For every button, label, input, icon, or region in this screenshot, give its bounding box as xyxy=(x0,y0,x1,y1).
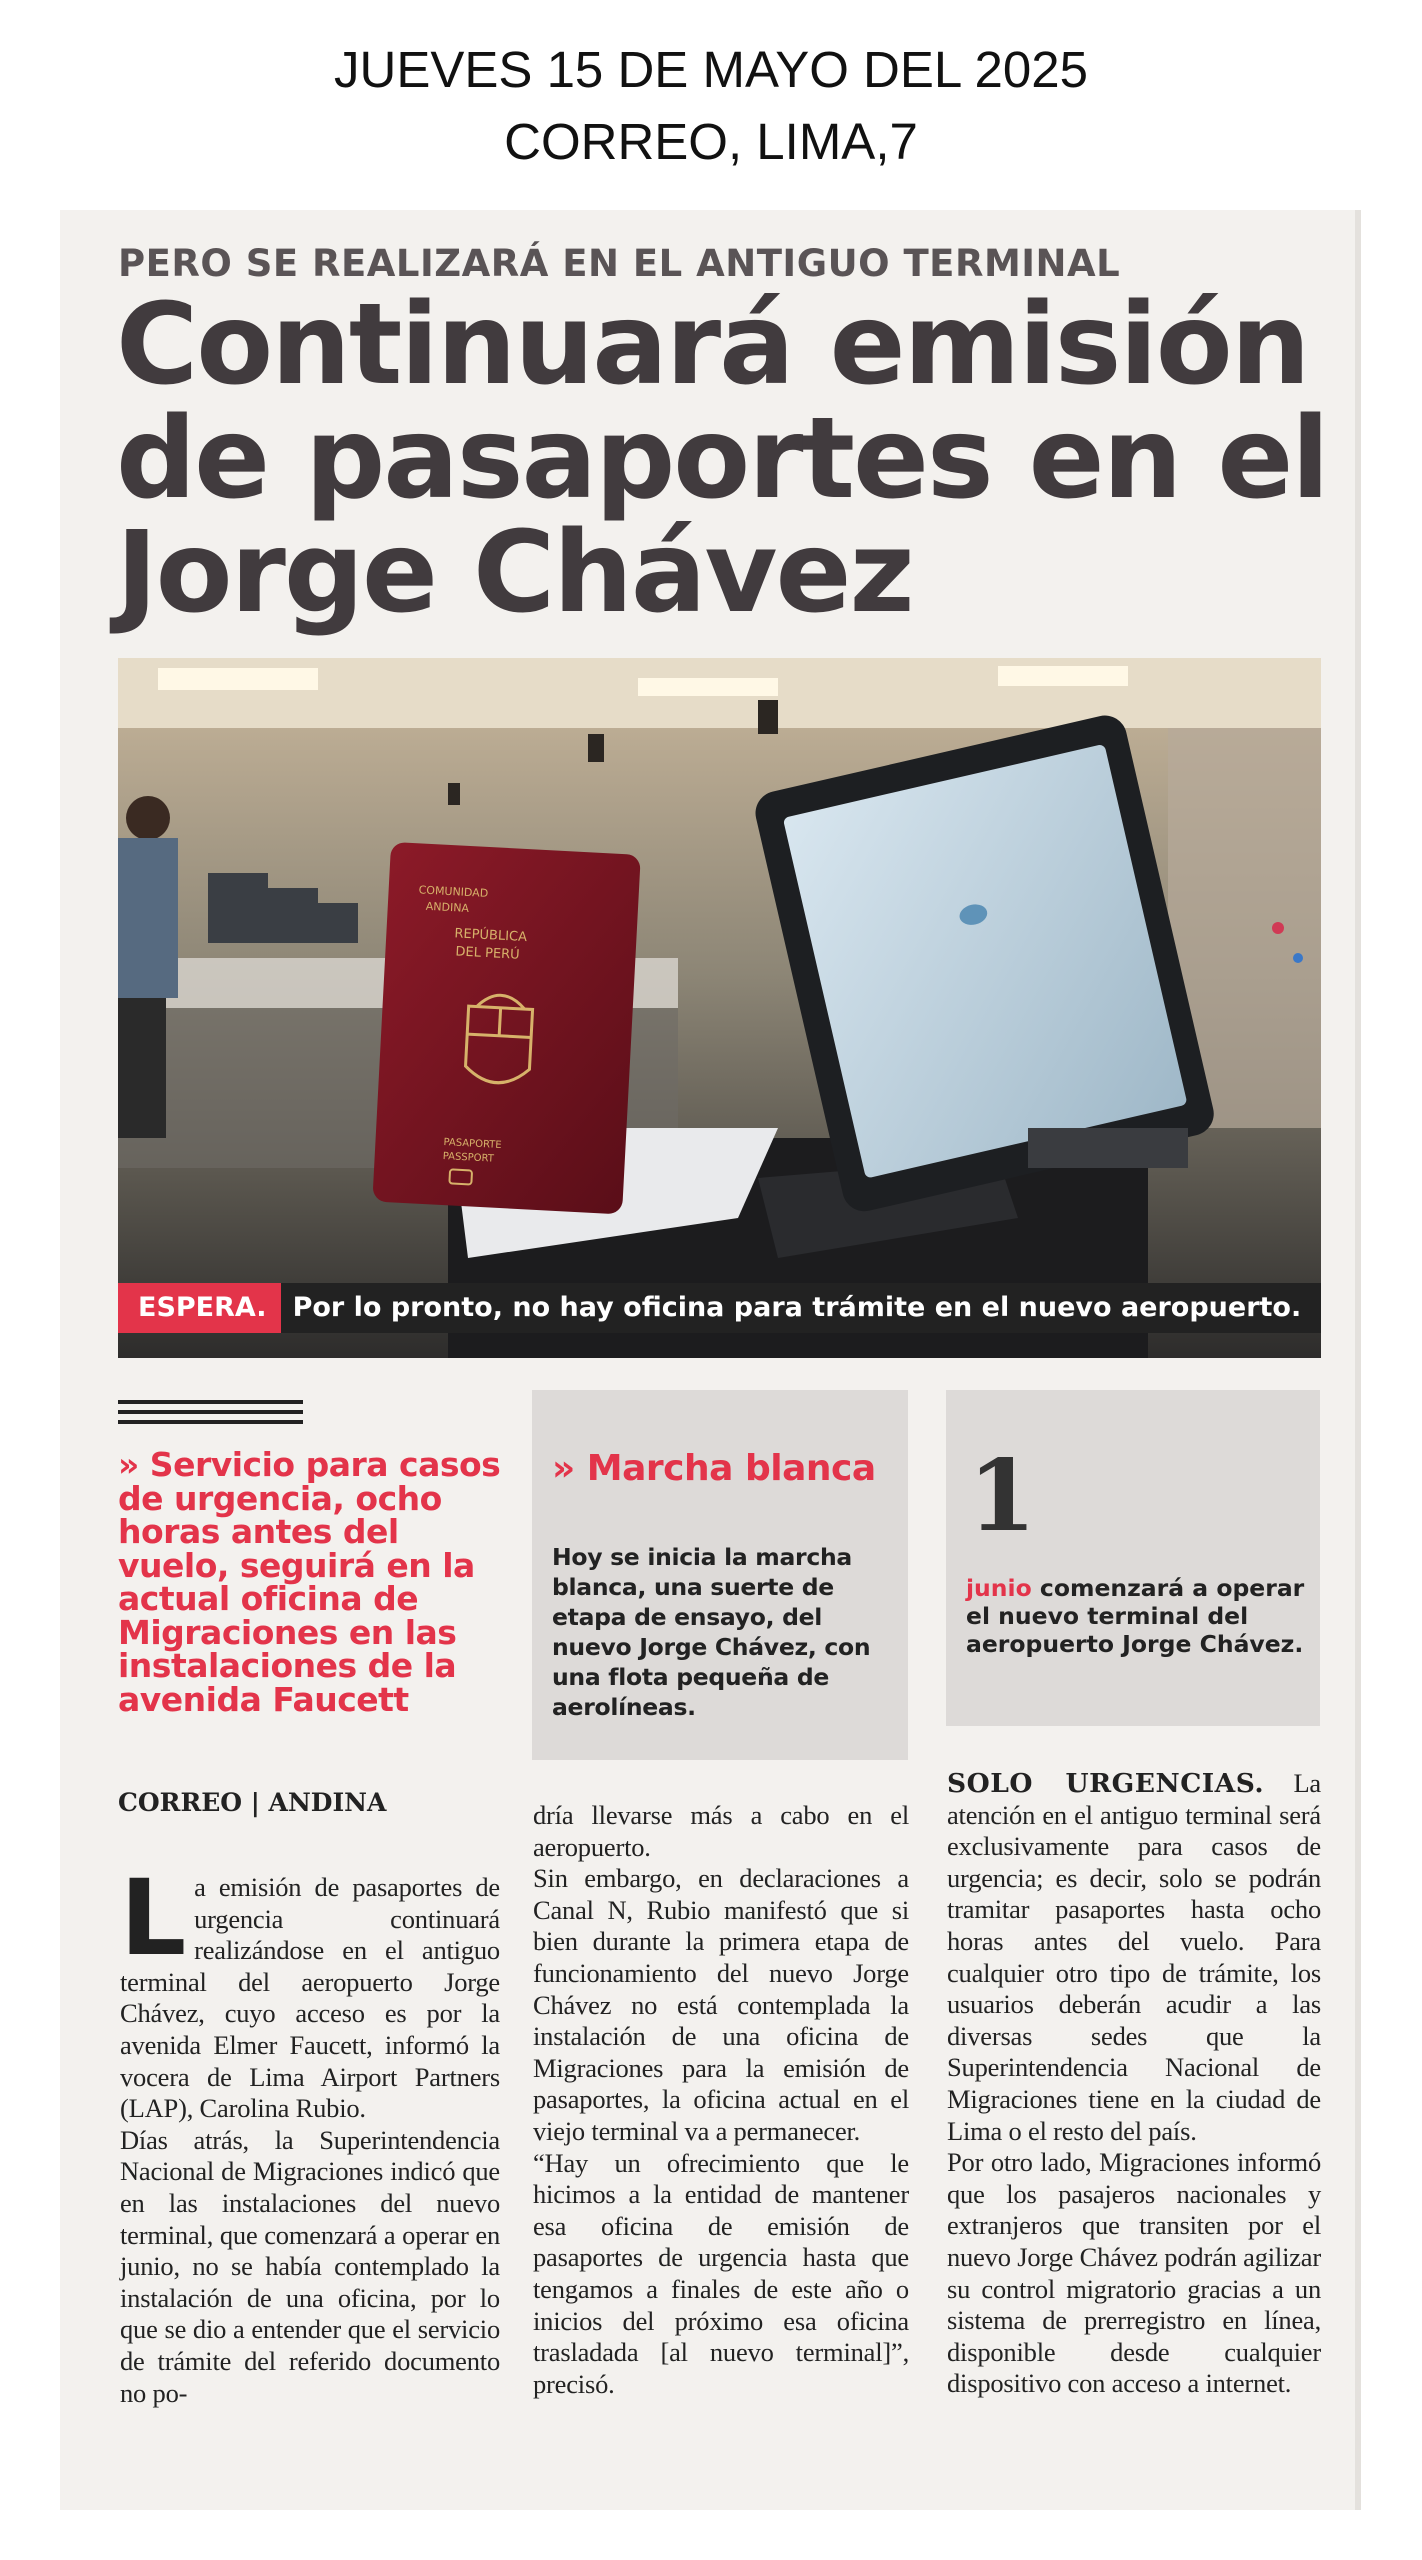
fact-text: comenzará a operar el nuevo terminal del aeropuerto Jorge Chávez. xyxy=(966,1574,1305,1658)
article-column-2 xyxy=(533,1800,909,2400)
fact-body xyxy=(966,1574,1306,1658)
article-column-3 xyxy=(947,1768,1321,2400)
photo-caption xyxy=(118,1283,1321,1333)
paragraph: dría llevarse más a cabo en el aeropuerto. xyxy=(533,1800,909,1862)
caption-tag: ESPERA. xyxy=(118,1283,281,1333)
date-line: JUEVES 15 DE MAYO DEL 2025 xyxy=(334,41,1088,98)
paragraph: Días atrás, la Superintendencia Nacional de Migraciones indicó que en las instalaciones del nuevo terminal, que comenzará a operar en junio, no se había contemplado la instalación de una oficina, por lo que se dio a entender que el servicio de trámite del referido documento no po- xyxy=(120,2124,500,2408)
sidebar-title: » Marcha blanca xyxy=(552,1448,876,1489)
source-line: CORREO, LIMA,7 xyxy=(504,113,918,170)
sidebar-marcha-blanca xyxy=(532,1390,908,1760)
sidebar-body: Hoy se inicia la marcha blanca, una suerte de etapa de ensayo, del nuevo Jorge Chávez, con una flota pequeña de aerolíneas. xyxy=(552,1543,871,1721)
svg-text:PASAPORTE: PASAPORTE xyxy=(443,1137,502,1152)
paragraph-text: a emisión de pasaportes de urgencia continuará realizándose en el antiguo terminal del aeropuerto Jorge Chávez, cuyo acceso es por la avenida Elmer Faucett, informó la vocera de Lima Airport Partners (LAP), Carolina Rubio. xyxy=(120,1872,500,2124)
fact-highlight: junio xyxy=(966,1574,1032,1602)
kicker: PERO SE REALIZARÁ EN EL ANTIGUO TERMINAL xyxy=(118,242,1121,285)
paragraph xyxy=(120,1857,500,2125)
svg-text:COMUNIDAD: COMUNIDAD xyxy=(418,883,489,900)
svg-text:ANDINA: ANDINA xyxy=(425,899,470,916)
sidebar-fact xyxy=(946,1390,1320,1726)
photo xyxy=(118,658,1321,1358)
paragraph: Sin embargo, en declaraciones a Canal N, Rubio manifestó que si bien durante la primera etapa de funcionamiento del nuevo Jorge Chávez no está contemplada la instalación de una oficina de Migraciones para la emisión de pasaportes, la oficina actual en el viejo terminal va a permanecer. xyxy=(533,1863,909,2146)
byline: CORREO | ANDINA xyxy=(118,1788,387,1817)
section-lead: SOLO URGENCIAS. xyxy=(947,1768,1265,1799)
drop-cap: L xyxy=(120,1857,187,1979)
airport-kiosk-photo xyxy=(118,658,1321,1358)
pullquote: » Servicio para casos de urgencia, ocho horas antes del vuelo, seguirá en la actual oficina de Migraciones en las instalaciones de la avenida Faucett xyxy=(118,1445,501,1719)
article-column-1 xyxy=(120,1857,500,2409)
paragraph: “Hay un ofrecimiento que le hicimos a la entidad de mantener esa oficina de emisión de pasaportes de urgencia hasta que tengamos a finales de este año o inicios del próximo esa oficina trasladada [al nuevo terminal]”, precisó. xyxy=(533,2147,909,2399)
svg-text:DEL PERÚ: DEL PERÚ xyxy=(455,944,520,963)
fact-number: 1 xyxy=(968,1439,1037,1554)
svg-text:PASSPORT: PASSPORT xyxy=(442,1150,495,1165)
caption-text: Por lo pronto, no hay oficina para trámite en el nuevo aeropuerto. xyxy=(281,1283,1321,1333)
svg-text:REPÚBLICA: REPÚBLICA xyxy=(454,926,528,946)
headline: Continuará emisión de pasaportes en el Jorge Chávez xyxy=(116,280,1328,638)
clipping-edge xyxy=(1355,210,1361,2510)
decorative-rules xyxy=(118,1400,303,1430)
paragraph: Por otro lado, Migraciones informó que los pasajeros nacionales y extranjeros que transiten por el nuevo Jorge Chávez podrán agilizar su control migratorio gracias a un sistema de prerregistro en línea, disponible desde cualquier dispositivo con acceso a internet. xyxy=(947,2147,1321,2399)
paragraph xyxy=(947,1768,1321,2147)
paragraph-text: La atención en el antiguo terminal será exclusivamente para casos de urgencia; es decir, solo se podrán tramitar pasaportes hasta ocho horas antes del vuelo. Para cualquier otro tipo de trámite, los usuarios deberán acudir a las diversas sedes que la Superintendencia Nacional de Migraciones tiene en la ciudad de Lima o el resto del país. xyxy=(947,1768,1321,2146)
